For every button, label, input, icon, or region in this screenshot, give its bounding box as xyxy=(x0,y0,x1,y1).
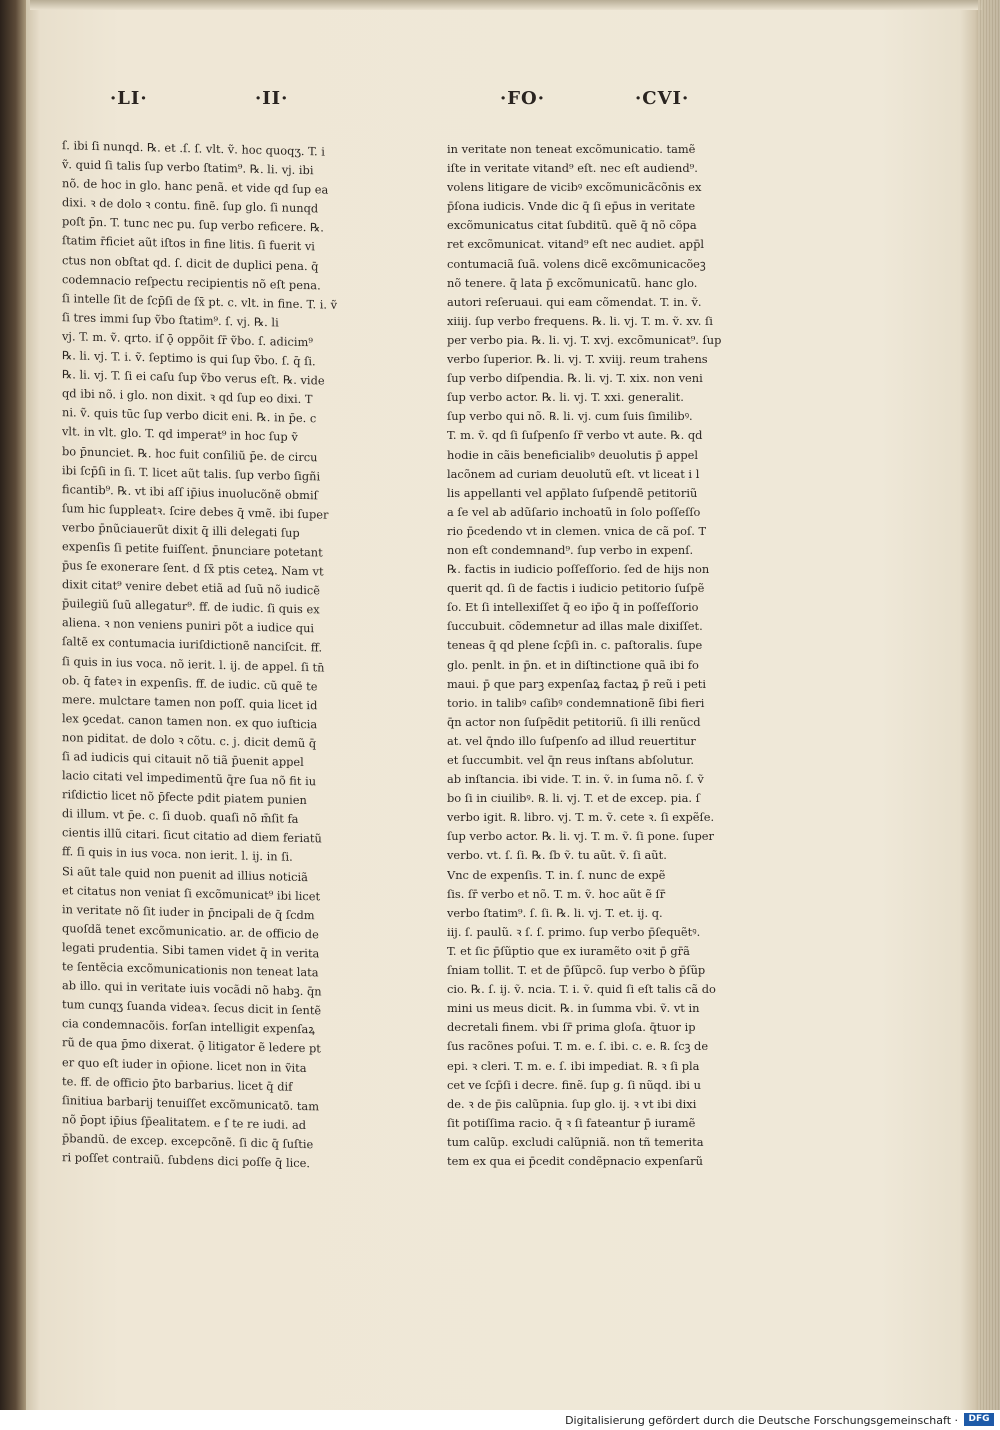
text-line: mere. mulctare tamen non poſſ. quia licet id xyxy=(62,691,318,713)
text-line: contumaciã ſuã. volens dicẽ excõmunicacõeꝫ xyxy=(447,256,706,271)
header-left-title: ·II· xyxy=(255,88,289,109)
text-line: ab inſtancia. ibi vide. T. in. ṽ. in ſuma nõ. ſ. ṽ xyxy=(447,772,704,787)
text-line: ff. ſi quis in ius voca. non ierit. l. ij. in ſi. xyxy=(62,844,293,865)
text-line: ℞. factis in iudicio poſſeſſorio. ſed de hijs non xyxy=(447,562,710,577)
text-line: codemnacio reſpectu recipientis nõ eſt pena. xyxy=(62,271,321,293)
text-line: q̄n actor non ſuſpẽdit petitoriũ. ſi illi renũcd xyxy=(447,714,701,729)
text-line: de. ꝛ de p̄is calũpnia. ſup glo. ij. ꝛ vt ibi dixi xyxy=(447,1096,697,1111)
text-line: mini us meus dicit. ℞. in ſumma vbi. ṽ. vt in xyxy=(447,1001,700,1016)
text-line: glo. penlt. in p̄n. et in diſtinctione quã ibi fo xyxy=(447,657,699,672)
text-line: rio p̄cedendo vt in clemen. vnica de cã poſ. T xyxy=(447,523,707,538)
text-line: querit qd. ſi de factis i iudicio petitorio ſuſpẽ xyxy=(447,581,705,596)
text-line: di illum. vt p̄e. c. ſi duob. quaſi nõ m̄ſit fa xyxy=(62,806,299,827)
text-line: ſit potiſſima racio. q̄ ꝛ ſi fateantur p̄ iuramẽ xyxy=(447,1115,696,1130)
text-line: lacio citati vel impedimentũ q̄re ſua nõ fit iu xyxy=(62,768,317,789)
text-line: aliena. ꝛ non veniens puniri põt a iudice qui xyxy=(62,615,315,636)
text-line: Vnc de expenſis. T. in. ſ. nunc de expẽ xyxy=(447,867,666,882)
text-line: vj. T. m. ṽ. qrto. iſ ǭ oppõit ſr̄ ṽbo. ſ. adicim⁹ xyxy=(62,329,313,350)
page-stack-right xyxy=(978,0,1000,1410)
text-line: T. et ſic p̄ſũptio que ex iuramẽto oꝛit p̄ gr̄ã xyxy=(447,943,690,958)
text-line: ſniam tollit. T. et de p̄ſũpcõ. ſup verbo ꝺ p̄ſũp xyxy=(447,963,706,978)
text-line: ſi intelle ſit de ſcp̄ſi de ſx̄ pt. c. vlt. in fine. T. i. ṽ xyxy=(62,290,338,312)
text-line: et ſuccumbit. vel q̄n reus inſtans abſolutur. xyxy=(447,753,695,767)
text-line: p̄uilegiũ ſuũ allegatur⁹. ff. de iudic. ſi quis ex xyxy=(62,596,320,617)
text-line: autori reſeruaui. qui eam cõmendat. T. in. ṽ. xyxy=(447,294,702,309)
text-line: cio. ℞. ſ. ij. ṽ. ncia. T. i. ṽ. quid ſi eſt talis cã do xyxy=(447,982,716,997)
text-line: expenſis ſi petite fuiſſent. p̄nunciare potetant xyxy=(62,539,323,560)
left-text-column xyxy=(62,140,380,1171)
text-line: tum cunqʒ ſuanda videaꝛ. ſecus dicit in ſentẽ xyxy=(62,997,322,1018)
text-line: nõ p̄opt ip̄ius ſp̄ealitatem. e ſ te re iudi. ad xyxy=(62,1111,307,1132)
text-line: et citatus non veniat ſi excõmunicat⁹ ibi licet xyxy=(62,882,321,904)
text-line: ſi ad iudicis qui citauit nõ tiã p̄uenit appel xyxy=(62,749,304,770)
text-line: ſinitiua barbarij tenuiſſet excõmunicatõ. tam xyxy=(62,1092,319,1114)
text-line: ficantib⁹. ℞. vt ibi aſſ ip̄ius inuolucõnẽ obmiſ xyxy=(62,481,318,503)
header-right-label: ·FO· xyxy=(500,88,545,109)
text-line: ſum hic ſuppleatꝛ. ſcire debes q̄ vmẽ. ibi ſuper xyxy=(62,500,329,522)
text-line: lex ꝯcedat. canon tamen non. ex quo iuſticia xyxy=(62,710,318,732)
text-line: cia condemnacõis. forſan intelligit expenſaꝝ xyxy=(62,1016,315,1037)
text-line: verbo igit. ℞. libro. vj. T. m. ṽ. cete ꝛ. ſi expẽſe. xyxy=(447,810,715,825)
text-line: Si aũt tale quid non puenit ad illius noticiã xyxy=(62,863,308,884)
text-line: non piditat. de dolo ꝛ cõtu. c. j. dicit demũ q̄ xyxy=(62,730,317,751)
text-line: bo p̄nunciet. ℞. hoc fuit conſiliũ p̄e. de circu xyxy=(62,443,318,464)
text-line: ſup verbo qui nõ. ℞. li. vj. cum ſuis ſimilibꝰ. xyxy=(447,409,693,424)
text-line: tum calũp. excludi calũpniã. non tñ temerita xyxy=(447,1134,704,1149)
text-line: at. vel q̄ndo illo ſuſpenſo ad illud reuertitur xyxy=(447,733,696,748)
text-line: te. ff. de officio p̄to barbarius. licet q̄ dif xyxy=(62,1073,293,1094)
text-line: lacõnem ad curiam deuolutũ eſt. vt liceat i l xyxy=(447,466,700,481)
text-line: nõ. de hoc in glo. hanc penã. et vide qd ſup ea xyxy=(62,176,329,197)
text-line: ab illo. qui in veritate iuis vocãdi nõ habꝫ. q̄n xyxy=(62,978,322,999)
text-line: cientis illũ citari. ſicut citatio ad diem feriatũ xyxy=(62,825,322,846)
text-line: cet ve ſcp̄ſi i decre. finẽ. ſup g. ſi nũqd. ibi u xyxy=(447,1077,702,1092)
text-line: tem ex qua ei p̄cedit condẽpnacio expenſarũ xyxy=(447,1153,703,1168)
text-line: p̄bandũ. de excep. excepcõnẽ. ſi dic q̄ ſuſtie xyxy=(62,1130,314,1152)
text-line: lis appellanti vel app̄lato ſuſpendẽ petitoriũ xyxy=(447,485,698,500)
text-line: ctus non obſtat qd. ſ. dicit de duplici pena. q̄ xyxy=(62,252,319,273)
text-line: ſus racõnes poſui. T. m. e. ſ. ibi. c. e. ℞. ſcꝫ de xyxy=(447,1039,709,1054)
text-line: teneas q̄ qd plene ſcp̄ſi in. c. paſtoralis. ſupe xyxy=(447,638,703,653)
text-line: excõmunicatus citat ſubditũ. quẽ q̄ nõ cõpa xyxy=(447,218,697,233)
text-line: dixi. ꝛ de dolo ꝛ contu. finẽ. ſup glo. ſi nunqd xyxy=(62,195,319,216)
text-line: bo ſi in ciuilibꝰ. ℞. li. vj. T. et de excep. pia. ſ xyxy=(447,791,700,806)
book-spine-left xyxy=(0,0,26,1410)
text-line: ſuccubuit. cõdemnetur ad illas male dixiſſet. xyxy=(447,619,703,634)
text-line: poſt p̄n. T. tunc nec pu. ſup verbo reficere. ℞. xyxy=(62,214,324,235)
text-line: legati prudentia. Sibi tamen videt q̄ in verita xyxy=(62,940,320,961)
text-line: in veritate nõ ſit iuder in p̄ncipali de q̄ ſcdm xyxy=(62,901,315,923)
text-line: vlt. in vlt. glo. T. qd imperat⁹ in hoc ſup ṽ xyxy=(62,424,298,445)
text-line: ſis. ſr̄ verbo et nõ. T. m. ṽ. hoc aũt ẽ ſr̄ xyxy=(447,886,666,901)
text-line: ℞. li. vj. T. ſi ei caſu ſup ṽbo verus eſt. ℞. vide xyxy=(62,367,325,388)
text-line: te ſentẽcia excõmunicationis non teneat lata xyxy=(62,959,319,980)
text-line: ibi ſcp̄ſi in ſi. T. licet aũt talis. ſup verbo ſigñi xyxy=(62,462,321,484)
text-line: qd ibi nõ. i glo. non dixit. ꝛ qd ſup eo dixi. T xyxy=(62,386,313,407)
text-line: ret excõmunicat. vitand⁹ eſt nec audiet. app̄l xyxy=(447,237,705,252)
text-line: riſdictio licet nõ p̄fecte pdit piatem punien xyxy=(62,787,307,808)
footer-credit: Digitalisierung gefördert durch die Deutsche Forschungsgemeinschaft · xyxy=(565,1414,958,1427)
text-line: xiiij. ſup verbo frequens. ℞. li. vj. T. m. ṽ. xv. ſi xyxy=(447,313,713,328)
text-line: quoſdã tenet excõmunicatio. ar. de officio de xyxy=(62,920,319,942)
text-line: ṽ. quid ſi talis ſup verbo ſtatim⁹. ℞. li. vj. ibi xyxy=(62,157,314,178)
text-line: hodie in cãis beneficialibꝰ deuolutis p̄ appel xyxy=(447,447,699,462)
header-left-folio: ·LI· xyxy=(110,88,148,109)
text-line: a ſe vel ab adũſario inchoatũ in ſolo poſſeſſo xyxy=(447,504,701,519)
text-line: nõ tenere. q̄ lata p̄ excõmunicatũ. hanc glo. xyxy=(447,275,698,290)
text-line: er quo eſt iuder in op̄ione. licet non in ṽita xyxy=(62,1054,307,1075)
page-edge xyxy=(30,0,982,10)
text-line: non eſt condemnand⁹. ſup verbo in expenſ. xyxy=(447,542,694,557)
text-line: ſaltẽ ex contumacia iuriſdictionẽ nanciſcit. ff. xyxy=(62,634,323,655)
text-line: per verbo pia. ℞. li. vj. T. xvj. excõmunicat⁹. ſup xyxy=(447,332,722,347)
text-line: p̄us ſe exonerare ſent. d ſx̄ ptis ceteꝝ. Nam vt xyxy=(62,558,324,579)
text-line: epi. ꝛ cleri. T. m. e. ſ. ibi impediat. ℞. ꝛ ſi pla xyxy=(447,1058,700,1073)
text-line: verbo ſtatim⁹. ſ. ſi. ℞. li. vj. T. et. ij. q. xyxy=(447,905,663,920)
text-line: ſi quis in ius voca. nõ ierit. l. ij. de appel. ſi tn̄ xyxy=(62,653,325,675)
text-line: ſup verbo actor. ℞. li. vj. T. xxi. generalit. xyxy=(447,390,684,405)
dfg-logo: DFG xyxy=(964,1413,994,1426)
text-line: ni. ṽ. quis tūc ſup verbo dicit eni. ℞. in p̄e. c xyxy=(62,405,317,426)
text-line: verbo p̄nũciauerũt dixit q̄ illi delegati ſup xyxy=(62,519,300,540)
header-right-folio: ·CVI· xyxy=(635,88,690,109)
text-line: volens litigare de vicibꝰ excõmunicãcõnis ex xyxy=(447,180,702,195)
text-line: ſtatim r̄ficiet aũt iſtos in fine litis. ſi fuerit vi xyxy=(62,233,315,254)
text-line: ſup verbo actor. ℞. li. vj. T. m. ṽ. ſi pone. ſuper xyxy=(447,829,714,844)
text-line: rũ de qua p̄mo dixerat. ǭ litigator ẽ ledere pt xyxy=(62,1035,321,1056)
footer-bar xyxy=(0,1410,1000,1430)
text-line: ob. q̄ fateꝛ in expenſis. ff. de iudic. cũ quẽ te xyxy=(62,672,318,693)
text-line: p̄ſona iudicis. Vnde dic q̄ ſi ep̄us in veritate xyxy=(447,199,696,214)
text-line: iij. ſ. paulũ. ꝛ ſ. ſ. primo. ſup verbo p̄ſequẽtꝰ. xyxy=(447,924,701,939)
text-line: verbo. vt. ſ. ſi. ℞. ſb ṽ. tu aũt. ṽ. ſi aũt. xyxy=(447,848,667,863)
right-text-column xyxy=(447,140,769,1171)
text-line: verbo ſuperior. ℞. li. vj. T. xviij. reum trahens xyxy=(447,352,708,367)
text-line: maui. p̄ que parꝫ expenſaꝝ factaꝝ p̄ reũ i peti xyxy=(447,676,706,691)
text-line: dixit citat⁹ venire debet etiã ad ſuũ nõ iudicẽ xyxy=(62,577,321,598)
text-line: ſo. Et ſi intellexiſſet q̄ eo ip̄o q̄ in poſſeſſorio xyxy=(447,600,699,615)
text-line: ſi tres immi ſup ṽbo ſtatim⁹. ſ. vj. ℞. li xyxy=(62,309,279,330)
text-line: ſup verbo diſpendia. ℞. li. vj. T. xix. non veni xyxy=(447,371,703,386)
text-line: decretali finem. vbi ſr̄ prima gloſa. q̄tuor ip xyxy=(447,1020,696,1035)
text-line: iſte in veritate vitand⁹ eſt. nec eſt audiend⁹. xyxy=(447,161,698,176)
text-line: torio. in talibꝰ caſibꝰ condemnationẽ ſibi fieri xyxy=(447,695,705,710)
text-line: ℞. li. vj. T. i. ṽ. ſeptimo is qui ſup ṽbo. ſ. q̄ ſi. xyxy=(62,348,316,369)
text-line: in veritate non teneat excõmunicatio. tamẽ xyxy=(447,142,696,156)
text-line: ſ. ibi ſi nunqd. ℞. et .ſ. ſ. vlt. ṽ. hoc quoqʒ. T. i xyxy=(62,138,325,159)
text-line: ri poſſet contraiũ. ſubdens dici poſſe q̄ lice. xyxy=(62,1150,310,1171)
text-line: T. m. ṽ. qd ſi ſuſpenſo ſr̄ verbo vt aute. ℞. qd xyxy=(447,428,703,443)
